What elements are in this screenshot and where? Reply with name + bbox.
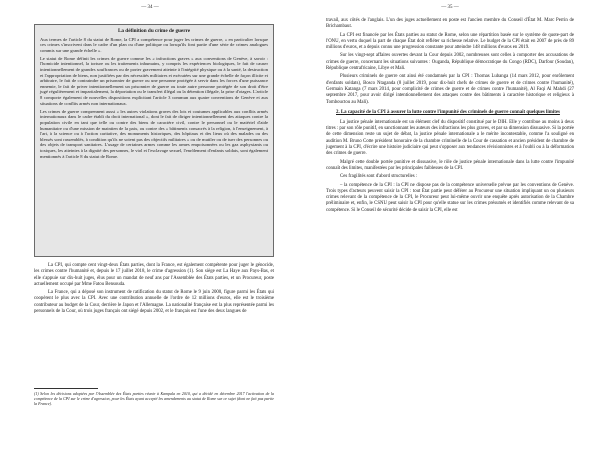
body-paragraph: Malgré cette double portée punitive et dissuasive, le rôle de justice pénale internationale dans la lutte contre l'impunité connaît des limites, manifestées par les principales faiblesses de la CPI. [326, 159, 574, 171]
box-title: La définition du crime de guerre [117, 28, 191, 34]
right-page [300, 0, 600, 449]
body-paragraph: La CPI, qui compte cent vingt-deux États parties, dont la France, est également compétente pour juger le génocide, les crimes contre l'humanité et, depuis le 17 juillet 2018, le crime d'agression (1). Son siège est La Haye aux Pays-Bas, et elle s'appuie sur dix-huit juges, élus pour un mandat de neuf ans par l'Assemblée des États parties, et un Procureur, poste actuellement occupé par Mme Fatou Bensouda. [34, 263, 274, 287]
body-paragraph: Sur les vingt-sept affaires ouvertes devant la Cour depuis 2002, nombreuses sont celles à comporter des accusations de crimes de guerre, concernant les situations suivantes : Ouganda, République démocratique du Congo (RDC), Darfour (Soudan), République centrafricaine, Libye et Mali. [326, 53, 574, 72]
page-number: — 34 — [141, 5, 159, 10]
body-paragraph: Ces fragilités sont d'abord structurelles : [340, 174, 418, 180]
body-paragraph: travail, aux côtés de l'anglais. L'un des juges actuellement en poste est l'ancien membre du Conseil d'État M. Marc Perrin de Brichambaut. [326, 18, 574, 30]
body-paragraph: La CPI est financée par les États parties au statut de Rome, selon une répartition basée sur le système de quote-part de l'ONU, en vertu duquel la part de chaque État doit refléter sa richesse relative. Le budget de la CPI était en 2007 de près de 89 millions d'euros, et a depuis connu une progression constante pour atteindre 148 millions d'euros en 2019. [326, 32, 574, 51]
body-paragraph: La France, qui a déposé son instrument de ratification du statut de Rome le 9 juin 2000, figure parmi les États qui coopèrent le plus avec la CPI. Avec une contribution annuelle de l'ordre de 12 millions d'euros, elle est le troisième contributeur au budget de la Cour, derrière le Japon et l'Allemagne. La nationalité française est la plus représentée parmi les personnels de la Cour, où trois juges français ont siégé depuis 2002, et le français est l'une des deux langues de [34, 290, 274, 315]
footnote: (1) Selon les décisions adoptées par l'Assemblée des États parties réunie à Kampala en 2010, qui a décidé en décembre 2017 l'activation de la compétence de la CPI sur le crime d'agression, pour les États ayant accepté les amendements au statut de Rome sur ce sujet (dont ne fait pas partie la France). [34, 391, 274, 406]
page-number: — 35 — [441, 5, 459, 10]
body-paragraph: Plusieurs criminels de guerre ont ainsi été condamnés par la CPI : Thomas Lubanga (14 mars 2012, pour enrôlement d'enfants soldats), Bosco Ntaganda (8 juillet 2019, pour dix-huit chefs de crimes de guerre et de crimes contre l'humanité), Germain Katanga (7 mars 2014, pour complicité de crimes de guerre et de crimes contre l'humanité), Al Faqi Al Mahdi (27 septembre 2017, pour avoir dirigé intentionnellement des attaques contre des bâtiments à caractère historique et religieux à Tombouctou au Mali). [326, 74, 574, 105]
box-paragraph: Le statut de Rome définit les crimes de guerre comme les « infractions graves » aux conventions de Genève, à savoir : l'homicide intentionnel, la torture ou les traitements inhumains, y compris les expériences biologiques, le fait de causer intentionnellement de grandes souffrances ou de porter gravement atteinte à l'intégrité physique ou à la santé, la destruction et l'appropriation de biens, non justifiées par des nécessités militaires et exécutées sur une grande échelle de façon illicite et arbitraire, le fait de contraindre un prisonnier de guerre ou une personne protégée à servir dans les forces d'une puissance ennemie, le fait de priver intentionnellement un prisonnier de guerre ou toute autre personne protégée de son droit d'être jugé régulièrement et impartialement, la déportation ou le transfert illégal ou la détention illégale, la prise d'otages. L'article 8 comporte également de nouvelles dispositions explicitant l'article 3 commun aux quatre conventions de Genève et aux situations de conflits armés non internationaux. [40, 55, 268, 106]
section-heading: 2. La capacité de la CPI à assurer la lutte contre l'impunité des criminels de guerre connaît quelques limites [336, 109, 560, 115]
left-body-text [34, 263, 274, 317]
box-paragraph: Aux termes de l'article 8 du statut de Rome, la CPI a compétence pour juger les crimes de guerre, « en particulier lorsque ces crimes s'inscrivent dans le cadre d'un plan ou d'une politique ou lorsqu'ils font partie d'une série de crimes analogues commis sur une grande échelle ». [40, 36, 268, 53]
right-body-text [326, 18, 574, 216]
box-paragraph: Les crimes de guerre comprennent aussi « les autres violations graves des lois et coutumes applicables aux conflits armés internationaux dans le cadre établi du droit international », dont le fait de diriger intentionnellement des attaques contre la population civile en tant que telle ou contre des biens de caractère civil, contre le personnel ou le matériel d'aide humanitaire ou d'une mission de maintien de la paix, ou contre des « bâtiments consacrés à la religion, à l'enseignement, à l'art, à la science ou à l'action caritative, des monuments historiques, des hôpitaux et des lieux où des malades ou des blessés sont rassemblés, à condition qu'ils ne soient pas des objectifs militaires » ou de mutiler ou de tuer des personnes ou des objets de transport sanitaires. L'usage de certaines armes comme les armes empoisonnées ou les gaz asphyxiants ou toxiques, les atteintes à la dignité des personnes, le viol et l'esclavage sexuel, l'enrôlement d'enfants soldats, sont également mentionnés à l'article 8 du statut de Rome. [40, 108, 268, 159]
body-paragraph: La justice pénale internationale est un élément clef du dispositif constitué par le DIH. Elle y contribue au moins à deux titres : par son rôle punitif, en sanctionnant les auteurs des infractions les plus graves, et par sa dimension dissuasive. Si la portée de cette dimension reste un sujet de débat, la justice pénale internationale a le mérite incontestable, comme l'a souligné en audition M. Bruno Cotte président honoraire de la chambre criminelle de la Cour de cassation et ancien président de chambre de jugement à la CPI, d'écrire une histoire judiciaire qui peut s'opposer aux tendances révisionnistes et à l'oubli ou à la déformation des crimes de guerre. [326, 119, 574, 157]
footnote-rule [34, 388, 98, 389]
body-paragraph: – la compétence de la CPI : la CPI ne dispose pas de la compétence universelle prévue par les conventions de Genève. Trois types d'acteurs peuvent saisir la CPI : tout État partie peut déférer au Procureur une situation impliquant un ou plusieurs crimes relevant de la compétence de la CPI, le Procureur peut lui-même ouvrir une enquête après autorisation de la Chambre préliminaire et, enfin, le CSNU peut saisir la CPI pour qu'elle statue sur les crimes présumés et identifiés comme relevant de sa compétence. Si le Conseil de sécurité décide de saisir la CPI, elle est [326, 182, 574, 213]
definition-box [34, 24, 274, 257]
